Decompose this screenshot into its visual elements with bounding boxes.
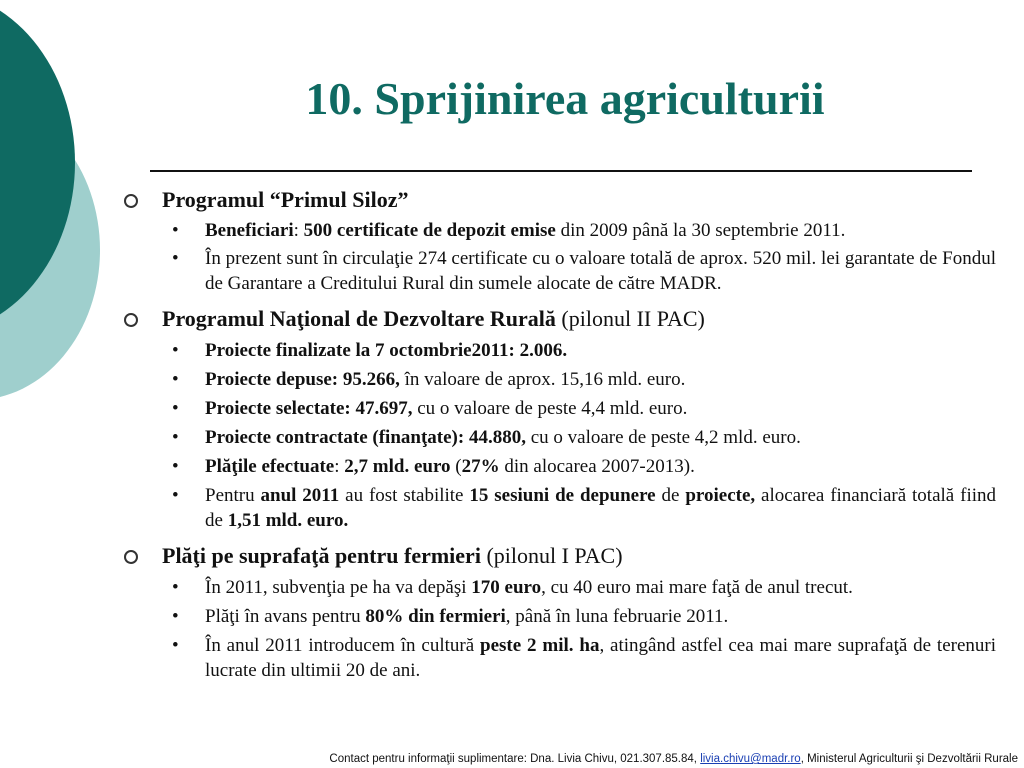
- ring-bullet-icon: [124, 550, 138, 564]
- bullet-icon: •: [172, 398, 179, 419]
- section-primul-siloz: [124, 185, 996, 296]
- list-item: • Proiecte contractate (finanţate): 44.880, cu o valoare de peste 4,2 mld. euro.: [172, 427, 801, 448]
- ring-bullet-icon: [124, 313, 138, 327]
- slide-content: [124, 185, 996, 689]
- bullet-icon: •: [172, 340, 179, 361]
- bullet-icon: •: [172, 427, 179, 448]
- title-divider: [150, 170, 972, 172]
- bullet-icon: •: [172, 369, 179, 390]
- list-item: • Proiecte finalizate la 7 octombrie2011: 2.006.: [172, 340, 568, 361]
- bullet-list: [124, 218, 996, 296]
- section-heading: [124, 541, 996, 571]
- ring-bullet-icon: [124, 194, 138, 208]
- list-item: • Proiecte selectate: 47.697, cu o valoare de peste 4,4 mld. euro.: [172, 398, 688, 419]
- bullet-icon: •: [172, 248, 179, 269]
- slide-title: 10. Sprijinirea agriculturii: [305, 73, 825, 124]
- contact-email-link[interactable]: livia.chivu@madr.ro: [700, 753, 801, 765]
- section-heading: [124, 304, 996, 334]
- heading-bold: Programul Naţional de Dezvoltare Rurală: [162, 306, 556, 331]
- list-item: • În 2011, subvenţia pe ha va depăşi 170 euro, cu 40 euro mai mare faţă de anul trecut.: [172, 577, 853, 598]
- bullet-icon: •: [172, 485, 179, 506]
- bullet-icon: •: [172, 606, 179, 627]
- heading-bold: Plăţi pe suprafaţă pentru fermieri: [162, 543, 481, 568]
- list-item: • În anul 2011 introducem în cultură peste 2 mil. ha, atingând astfel cea mai mare suprafaţă de terenuri lucrate din ultimii 20 de ani.: [172, 635, 997, 681]
- bullet-icon: •: [172, 635, 179, 656]
- section-plati-suprafata: [124, 541, 996, 683]
- bullet-icon: •: [172, 220, 179, 241]
- contact-footer: Contact pentru informaţii suplimentare: Dna. Livia Chivu, 021.307.85.84, livia.chivu@madr.ro, Ministerul Agriculturii şi Dezvoltării Rurale: [329, 753, 1018, 765]
- list-item: • În prezent sunt în circulaţie 274 certificate cu o valoare totală de aprox. 520 mil. lei garantate de Fondul de Garantare a Creditului Rural din sumele alocate de către MADR.: [172, 248, 996, 294]
- bullet-list: [124, 575, 996, 683]
- bullet-list: [124, 338, 996, 533]
- list-item: • Plăţile efectuate: 2,7 mld. euro (27% din alocarea 2007-2013).: [172, 456, 695, 477]
- section-heading: [124, 185, 996, 215]
- list-item: • Beneficiari: 500 certificate de depozit emise din 2009 până la 30 septembrie 2011.: [172, 220, 846, 241]
- bullet-icon: •: [172, 456, 179, 477]
- bullet-icon: •: [172, 577, 179, 598]
- heading-bold: Programul “Primul Siloz”: [162, 187, 409, 212]
- heading-rest: (pilonul II PAC): [555, 306, 705, 331]
- list-item: • Proiecte depuse: 95.266, în valoare de aprox. 15,16 mld. euro.: [172, 369, 686, 390]
- list-item: • Pentru anul 2011 au fost stabilite 15 sesiuni de depunere de proiecte, alocarea financiară totală fiind de 1,51 mld. euro.: [172, 485, 997, 531]
- section-pndr: [124, 304, 996, 533]
- list-item: • Plăţi în avans pentru 80% din fermieri, până în luna februarie 2011.: [172, 606, 729, 627]
- heading-rest: (pilonul I PAC): [480, 543, 623, 568]
